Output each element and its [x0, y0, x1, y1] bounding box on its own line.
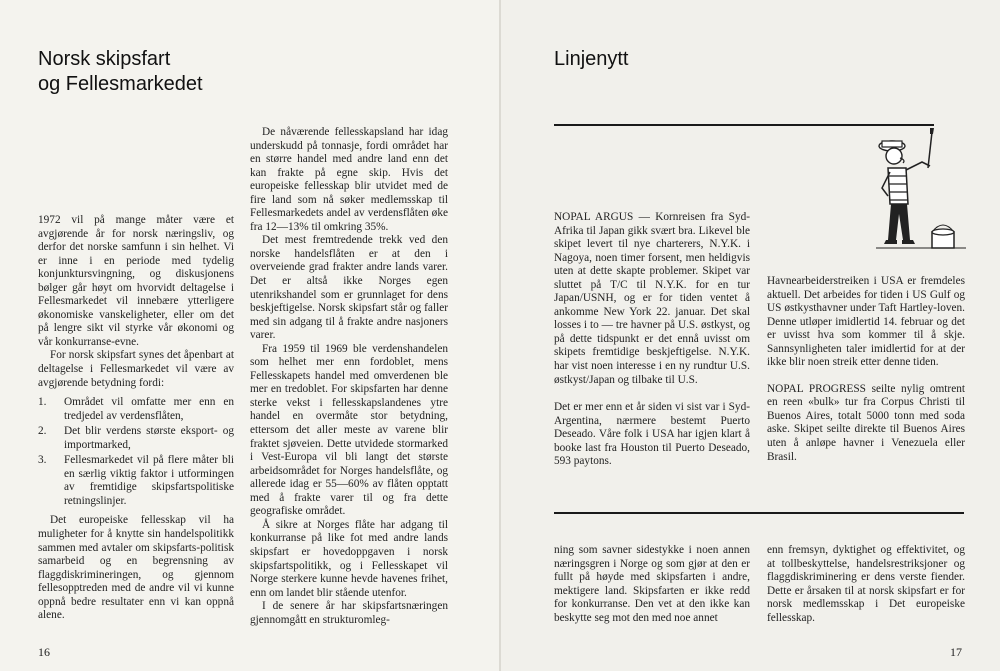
- list-number: 3.: [38, 454, 47, 467]
- right-column-2-top: [767, 275, 965, 464]
- list-text: Fellesmarkedet vil på flere måter bli en særlig viktig faktor i utformingen av fremtidige skipsfartspolitiske retningslinjer.: [64, 454, 234, 507]
- sailor-painting-illustration: [870, 122, 970, 257]
- article-title: [38, 47, 278, 97]
- left-column-1: [38, 214, 234, 623]
- list-item: [38, 425, 234, 452]
- list-text: Området vil omfatte mer enn en tredjedel av verdensflåten,: [64, 396, 234, 422]
- news-item-port-strike: Havnearbeiderstreiken i USA er fremdeles aktuell. Det arbeides for tiden i US Gulf og US østkysthavner under Taft Hartley-loven. Denne utløper imidlertid 14. februar og det er uvisst hva som kommer til å skje. Sannsynligheten taler imidlertid for at der ikke blir noen streik etter denne tiden.: [767, 275, 965, 369]
- page-number-right: 17: [950, 645, 962, 659]
- paragraph: ning som savner sidestykke i noen annen næringsgren i Norge og som gjør at den er fullt på høyde med skipsfarten i andre, mektigere land. Skipsfarten er ikke redd for konkurranse. Den vet at den ikke kan beskytte seg mot den med noe annet: [554, 544, 750, 624]
- article-title-line-1: Norsk skipsfart: [38, 48, 171, 70]
- numbered-list: [38, 396, 234, 508]
- paragraph: Fra 1959 til 1969 ble verdenshandelen som helhet mer enn fordoblet, mens Fellesskapets handel med omverdenen ble mer en tredoblet. For skipsfarten har denne sterke vekst i fellesskapslandenes ytre handel en overmåte stor betydning, ettersom det aller meste av varene blir fraktet sjøveien. Dette utvidede stormarked i Vest-Europa vil bli langt det største arbeidsområdet for Norges handelsflåte, og allerede idag er 55—60% av flåten opptatt med å frakte varer til og fra dette geografiske området.: [250, 342, 448, 518]
- paragraph: 1972 vil på mange måter være et avgjørende år for norsk næringsliv, og derfor det norske samfunn i sin helhet. Vi er inne i en periode med tydelig konjunktursvingning, og diskusjonens bølger går høyt om hvorvidt deltagelse i Fellesmarkedet vil innebære ytterligere økonomiske vanskeligheter, eller om det på lengre sikt vil styrke vår økonomi og vår konkurranse-evne.: [38, 214, 234, 348]
- list-number: 1.: [38, 396, 47, 409]
- list-item: [38, 396, 234, 423]
- news-item-nopal-progress: NOPAL PROGRESS seilte nylig omtrent en reen «bulk» tur fra Corpus Christi til Buenos Aires, totalt 5000 tonn med soda aske. Skipet seilte direkte til Buenos Aires uten å anløpe havner i Venezuela eller Brasil.: [767, 382, 965, 463]
- page-spine: [499, 0, 501, 671]
- news-item-nopal-argus: NOPAL ARGUS — Kornreisen fra Syd-Afrika til Japan gikk svært bra. Likevel ble skipet levert til nye charterers, N.Y.K. i Nagoya, noen timer forsent, men heldigvis uten at dette skapte problemer. Skipet var sluttet på T/C til N.Y.K. for en tur Japan/USNH, og er for tiden ventet å ankomme New York 22. januar. Det skal losses i to — tre havner på U.S. østkyst, og på dette tidspunkt er det ennå uvisst om skipets fremtidige beskjeftigelse. N.Y.K. har vist noen interesse i en ny rundtur U.S. østkyst/Japan og tilbake til U.S.: [554, 211, 750, 386]
- paragraph: Det mest fremtredende trekk ved den norske handelsflåten er at den i overveiende grad frakter andre lands varer. Det er altså ikke Norges egen utenrikshandel som er grunnlaget for dens beskjeftigelse. Norsk skipsfart står og faller med sin adgang til å frakte andre nasjoners varer.: [250, 234, 448, 342]
- paragraph: De nåværende fellesskapsland har idag underskudd på tonnasje, fordi området har en større handel med andre land enn det kan frakte på egne skip. Hvis det europeiske fellesskap blir utvidet med de fire land som nå søker medlemsskap til Fellesmarkedets andel av verdensflåten øke fra 12—13% til omkring 35%.: [250, 126, 448, 233]
- news-item-puerto-deseado: Det er mer enn et år siden vi sist var i Syd-Argentina, nærmere bestemt Puerto Deseado. Våre folk i USA har igjen klart å booke last fra Houston til Puerto Deseado, 593 paytons.: [554, 401, 750, 468]
- list-item: [38, 454, 234, 508]
- list-text: Det blir verdens største eksport- og importmarked,: [64, 425, 234, 451]
- bottom-rule: [554, 512, 964, 514]
- paragraph: enn fremsyn, dyktighet og effektivitet, og at tollbeskyttelse, handelsrestriksjoner og flaggdiskriminering er dens verste fiender. Dette er årsaken til at norsk skipsfart er for norsk medlemsskap i Det europeiske fellesskap.: [767, 544, 965, 624]
- paragraph: Det europeiske fellesskap vil ha muligheter for å knytte sin handelspolitikk sammen med avtaler om skipsfarts-politisk samarbeid og en begrensning av flaggdiskrimineringen, og gjennom fellesopptreden med de andre vil vi kunne oppnå bedre resultater enn vi kan oppnå alene.: [38, 514, 234, 622]
- article-title-line-2: og Fellesmarkedet: [38, 73, 203, 95]
- right-column-1-bottom: [554, 544, 750, 625]
- section-title: Linjenytt: [554, 48, 629, 70]
- page-number-left: 16: [38, 645, 50, 659]
- right-column-2-bottom: [767, 544, 965, 625]
- right-column-1-top: [554, 211, 750, 469]
- left-column-2: [250, 126, 448, 627]
- list-number: 2.: [38, 425, 47, 438]
- paragraph: I de senere år har skipsfartsnæringen gjennomgått en strukturomleg-: [250, 600, 448, 626]
- paragraph: For norsk skipsfart synes det åpenbart at deltagelse i Fellesmarkedet vil være av avgjørende betydning fordi:: [38, 349, 234, 389]
- paragraph: Å sikre at Norges flåte har adgang til konkurranse på like fot med andre lands skipsfart er hovedoppgaven i norsk skipsfartspolitikk, og i Fellesskapet vil Norge sterkere kunne hevde havenes frihet, enn om landet blir stående utenfor.: [250, 518, 448, 599]
